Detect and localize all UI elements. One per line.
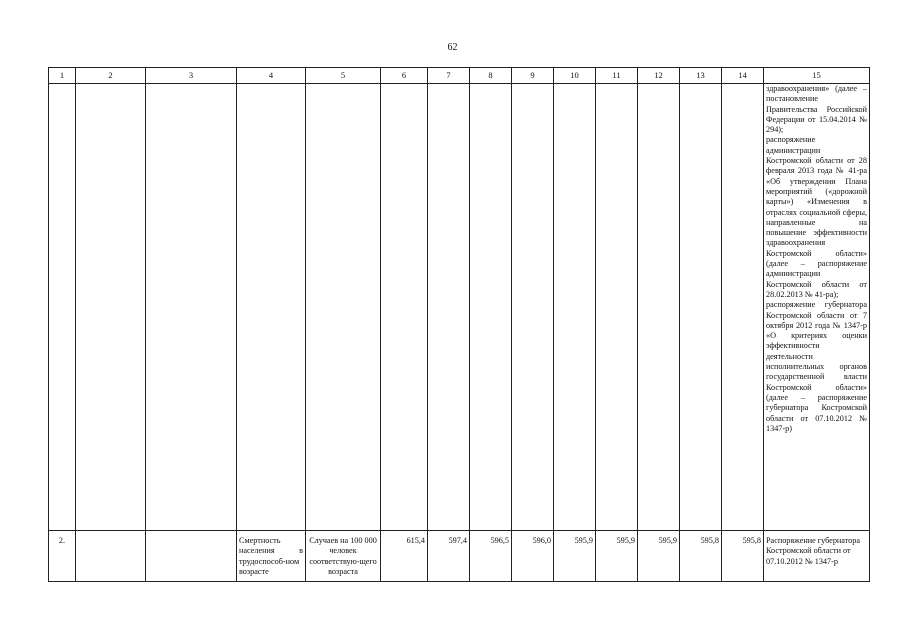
header-cell: 15 — [764, 68, 870, 84]
indicator-name: Смертность населения в трудоспособ-ном возрасте — [237, 531, 306, 582]
empty-cell — [237, 84, 306, 531]
empty-cell — [554, 84, 596, 531]
value-cell: 595,9 — [596, 531, 638, 582]
empty-cell — [306, 84, 381, 531]
header-cell: 13 — [680, 68, 722, 84]
header-row — [49, 68, 870, 84]
legal-basis-text: здравоохранения» (далее – постановление Правительства Российской Федерации от 15.04.2014 № 294); распоряжение администрации Костромской области от 28 февраля 2013 года № 41-ра «Об утверждении Плана мероприятий («дорожной карты») «Изменения в отраслях социальной сферы, направленные на повышение эффективности здравоохранения Костромской области» (далее – распоряжение администрации Костромской области от 28.02.2013 № 41-ра); распоряжение губернатора Костромской области от 7 октября 2012 года № 1347-р «О критериях оценки эффективности деятельности исполнительных органов государственной власти Костромской области» (далее – распоряжение губернатора Костромской области от 07.10.2012 № 1347-р) — [764, 84, 870, 531]
value-cell: 596,0 — [512, 531, 554, 582]
header-cell: 5 — [306, 68, 381, 84]
value-cell: 615,4 — [381, 531, 428, 582]
empty-cell — [76, 84, 146, 531]
header-cell: 7 — [428, 68, 470, 84]
header-cell: 10 — [554, 68, 596, 84]
value-cell: 595,9 — [638, 531, 680, 582]
empty-cell — [722, 84, 764, 531]
empty-cell — [680, 84, 722, 531]
unit-of-measure: Случаев на 100 000 человек соответствую-щего возраста — [306, 531, 381, 582]
empty-cell — [638, 84, 680, 531]
header-cell: 3 — [146, 68, 237, 84]
header-cell: 2 — [76, 68, 146, 84]
value-cell: 596,5 — [470, 531, 512, 582]
empty-cell — [512, 84, 554, 531]
empty-cell — [146, 531, 237, 582]
value-cell: 597,4 — [428, 531, 470, 582]
empty-cell — [49, 84, 76, 531]
page-number: 62 — [447, 42, 458, 53]
indicators-table — [48, 67, 870, 582]
empty-cell — [596, 84, 638, 531]
header-cell: 1 — [49, 68, 76, 84]
header-cell: 11 — [596, 68, 638, 84]
header-cell: 6 — [381, 68, 428, 84]
header-cell: 4 — [237, 68, 306, 84]
empty-cell — [381, 84, 428, 531]
header-cell: 8 — [470, 68, 512, 84]
empty-cell — [470, 84, 512, 531]
empty-cell — [428, 84, 470, 531]
table-row — [49, 531, 870, 582]
row-number: 2. — [49, 531, 76, 582]
continuation-row — [49, 84, 870, 531]
value-cell: 595,9 — [554, 531, 596, 582]
empty-cell — [146, 84, 237, 531]
header-cell: 14 — [722, 68, 764, 84]
legal-basis: Распоряжение губернатора Костромской области от 07.10.2012 № 1347-р — [764, 531, 870, 582]
header-cell: 12 — [638, 68, 680, 84]
empty-cell — [76, 531, 146, 582]
header-cell: 9 — [512, 68, 554, 84]
value-cell: 595,8 — [680, 531, 722, 582]
value-cell: 595,8 — [722, 531, 764, 582]
